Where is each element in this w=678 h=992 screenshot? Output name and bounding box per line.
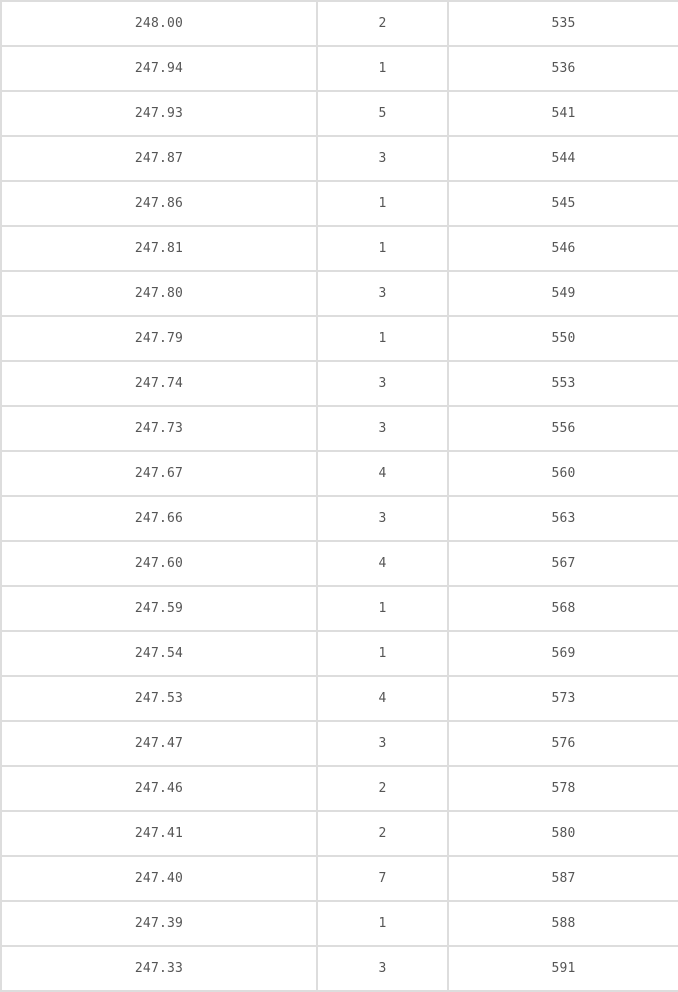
table-row [1, 946, 678, 991]
score-cell: 247.66 [1, 496, 317, 541]
count-cell: 1 [317, 46, 448, 91]
score-cell: 247.81 [1, 226, 317, 271]
count-cell: 1 [317, 631, 448, 676]
score-cell: 247.87 [1, 136, 317, 181]
cumulative-rank-cell: 560 [448, 451, 678, 496]
cumulative-rank-cell: 580 [448, 811, 678, 856]
score-cell: 247.94 [1, 46, 317, 91]
table-row [1, 811, 678, 856]
count-cell: 2 [317, 1, 448, 46]
table-row [1, 181, 678, 226]
score-cell: 247.33 [1, 946, 317, 991]
score-cell: 247.46 [1, 766, 317, 811]
table-row [1, 451, 678, 496]
table-row [1, 631, 678, 676]
cumulative-rank-cell: 567 [448, 541, 678, 586]
count-cell: 3 [317, 361, 448, 406]
count-cell: 3 [317, 496, 448, 541]
score-cell: 247.53 [1, 676, 317, 721]
score-cell: 247.39 [1, 901, 317, 946]
count-cell: 3 [317, 406, 448, 451]
cumulative-rank-cell: 576 [448, 721, 678, 766]
cumulative-rank-cell: 535 [448, 1, 678, 46]
cumulative-rank-cell: 553 [448, 361, 678, 406]
table-row [1, 1, 678, 46]
cumulative-rank-cell: 549 [448, 271, 678, 316]
cumulative-rank-cell: 588 [448, 901, 678, 946]
count-cell: 3 [317, 946, 448, 991]
score-cell: 247.73 [1, 406, 317, 451]
cumulative-rank-cell: 573 [448, 676, 678, 721]
cumulative-rank-cell: 541 [448, 91, 678, 136]
count-cell: 1 [317, 901, 448, 946]
table-row [1, 676, 678, 721]
score-cell: 247.67 [1, 451, 317, 496]
table-row [1, 721, 678, 766]
table-row [1, 496, 678, 541]
count-cell: 1 [317, 586, 448, 631]
cumulative-rank-cell: 556 [448, 406, 678, 451]
cumulative-rank-cell: 546 [448, 226, 678, 271]
score-cell: 247.59 [1, 586, 317, 631]
cumulative-rank-cell: 569 [448, 631, 678, 676]
count-cell: 1 [317, 181, 448, 226]
score-cell: 247.79 [1, 316, 317, 361]
score-cell: 247.47 [1, 721, 317, 766]
table-row [1, 271, 678, 316]
count-cell: 2 [317, 811, 448, 856]
cumulative-rank-cell: 563 [448, 496, 678, 541]
count-cell: 7 [317, 856, 448, 901]
score-cell: 247.40 [1, 856, 317, 901]
table-row [1, 541, 678, 586]
count-cell: 3 [317, 136, 448, 181]
table-row [1, 361, 678, 406]
score-cell: 247.60 [1, 541, 317, 586]
table-row [1, 136, 678, 181]
table-row [1, 406, 678, 451]
table-row [1, 766, 678, 811]
count-cell: 4 [317, 541, 448, 586]
cumulative-rank-cell: 578 [448, 766, 678, 811]
score-cell: 247.74 [1, 361, 317, 406]
table-row [1, 91, 678, 136]
score-cell: 247.80 [1, 271, 317, 316]
score-cell: 247.41 [1, 811, 317, 856]
cumulative-rank-cell: 587 [448, 856, 678, 901]
score-cell: 247.86 [1, 181, 317, 226]
table-row [1, 316, 678, 361]
table-row [1, 901, 678, 946]
cumulative-rank-cell: 545 [448, 181, 678, 226]
count-cell: 3 [317, 271, 448, 316]
score-cell: 248.00 [1, 1, 317, 46]
cumulative-rank-cell: 568 [448, 586, 678, 631]
table-row [1, 856, 678, 901]
count-cell: 4 [317, 676, 448, 721]
cumulative-rank-cell: 591 [448, 946, 678, 991]
count-cell: 4 [317, 451, 448, 496]
table-row [1, 586, 678, 631]
table-row [1, 46, 678, 91]
count-cell: 3 [317, 721, 448, 766]
count-cell: 1 [317, 316, 448, 361]
count-cell: 5 [317, 91, 448, 136]
cumulative-rank-cell: 544 [448, 136, 678, 181]
cumulative-rank-cell: 536 [448, 46, 678, 91]
count-cell: 2 [317, 766, 448, 811]
table-body [1, 1, 678, 991]
cumulative-rank-cell: 550 [448, 316, 678, 361]
table-row [1, 226, 678, 271]
count-cell: 1 [317, 226, 448, 271]
score-cell: 247.54 [1, 631, 317, 676]
score-cell: 247.93 [1, 91, 317, 136]
